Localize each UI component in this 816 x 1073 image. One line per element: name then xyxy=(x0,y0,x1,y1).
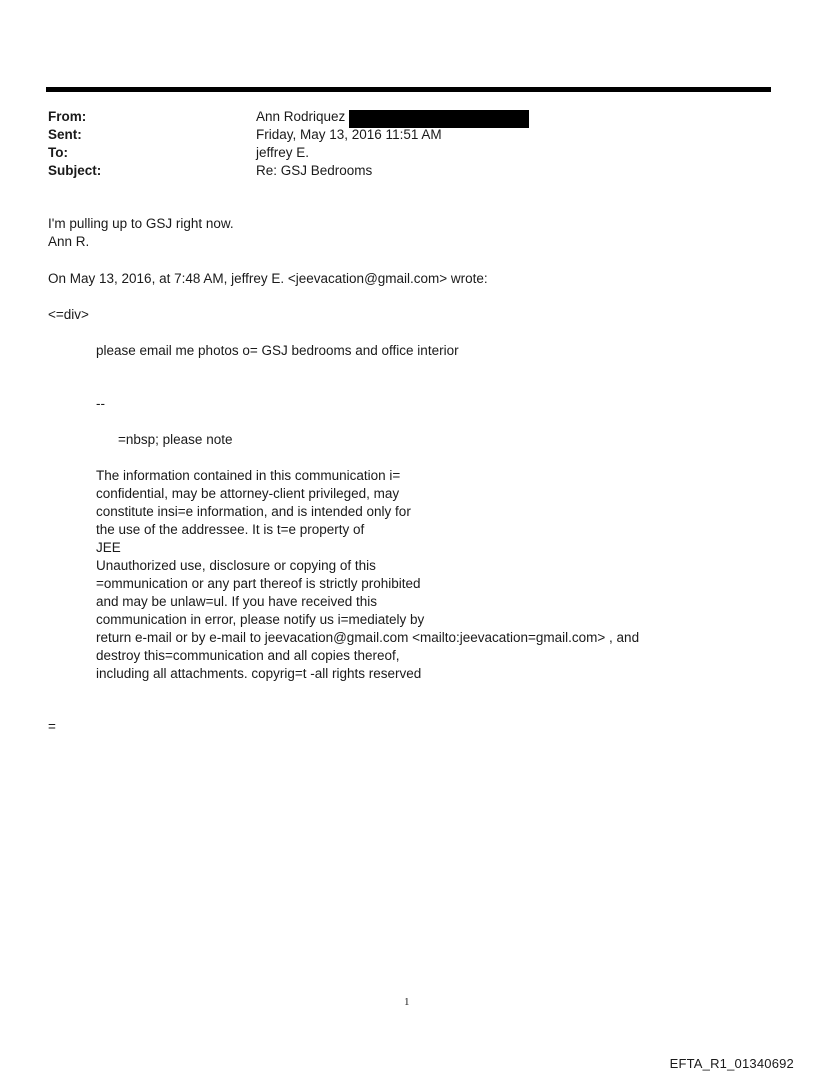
quote-intro: On May 13, 2016, at 7:48 AM, jeffrey E. <jeevacation@gmail.com> wrote: xyxy=(48,271,488,286)
div-tag-text: <=div> xyxy=(48,307,89,322)
header-divider xyxy=(46,87,771,92)
disclaimer-line: return e-mail or by e-mail to jeevacation@gmail.com <mailto:jeevacation=gmail.com> , and xyxy=(96,630,640,645)
disclaimer-line: including all attachments. copyrig=t -all rights reserved xyxy=(96,666,422,681)
disclaimer-line: the use of the addressee. It is t=e property of xyxy=(96,522,365,537)
to-label: To: xyxy=(48,145,68,160)
disclaimer-line: Unauthorized use, disclosure or copying of this xyxy=(96,558,376,573)
sent-label: Sent: xyxy=(48,127,82,142)
subject-value: Re: GSJ Bedrooms xyxy=(256,163,373,178)
from-value: Ann Rodriquez xyxy=(256,109,346,124)
page-number: 1 xyxy=(404,996,410,1008)
to-value: jeffrey E. xyxy=(256,145,310,160)
reply-line-1: I'm pulling up to GSJ right now. xyxy=(48,216,234,231)
disclaimer-line: communication in error, please notify us i=mediately by xyxy=(96,612,425,627)
subject-label: Subject: xyxy=(48,163,102,178)
trailing-equals: = xyxy=(48,719,56,734)
disclaimer-line: confidential, may be attorney-client privileged, may xyxy=(96,486,400,501)
disclaimer-line: constitute insi=e information, and is intended only for xyxy=(96,504,411,519)
please-note: =nbsp; please note xyxy=(118,432,233,447)
disclaimer-line: JEE xyxy=(96,540,121,555)
disclaimer-line: destroy this=communication and all copies thereof, xyxy=(96,648,400,663)
sent-value: Friday, May 13, 2016 11:51 AM xyxy=(256,127,442,142)
disclaimer-line: and may be unlaw=ul. If you have received this xyxy=(96,594,378,609)
document-id: EFTA_R1_01340692 xyxy=(669,1056,794,1071)
reply-line-2: Ann R. xyxy=(48,234,90,249)
from-label: From: xyxy=(48,109,87,124)
disclaimer-line: =ommunication or any part thereof is strictly prohibited xyxy=(96,576,421,591)
disclaimer-line: The information contained in this communication i= xyxy=(96,468,401,483)
signature-dashes: -- xyxy=(96,396,105,411)
quoted-request: please email me photos o= GSJ bedrooms and office interior xyxy=(96,343,459,358)
